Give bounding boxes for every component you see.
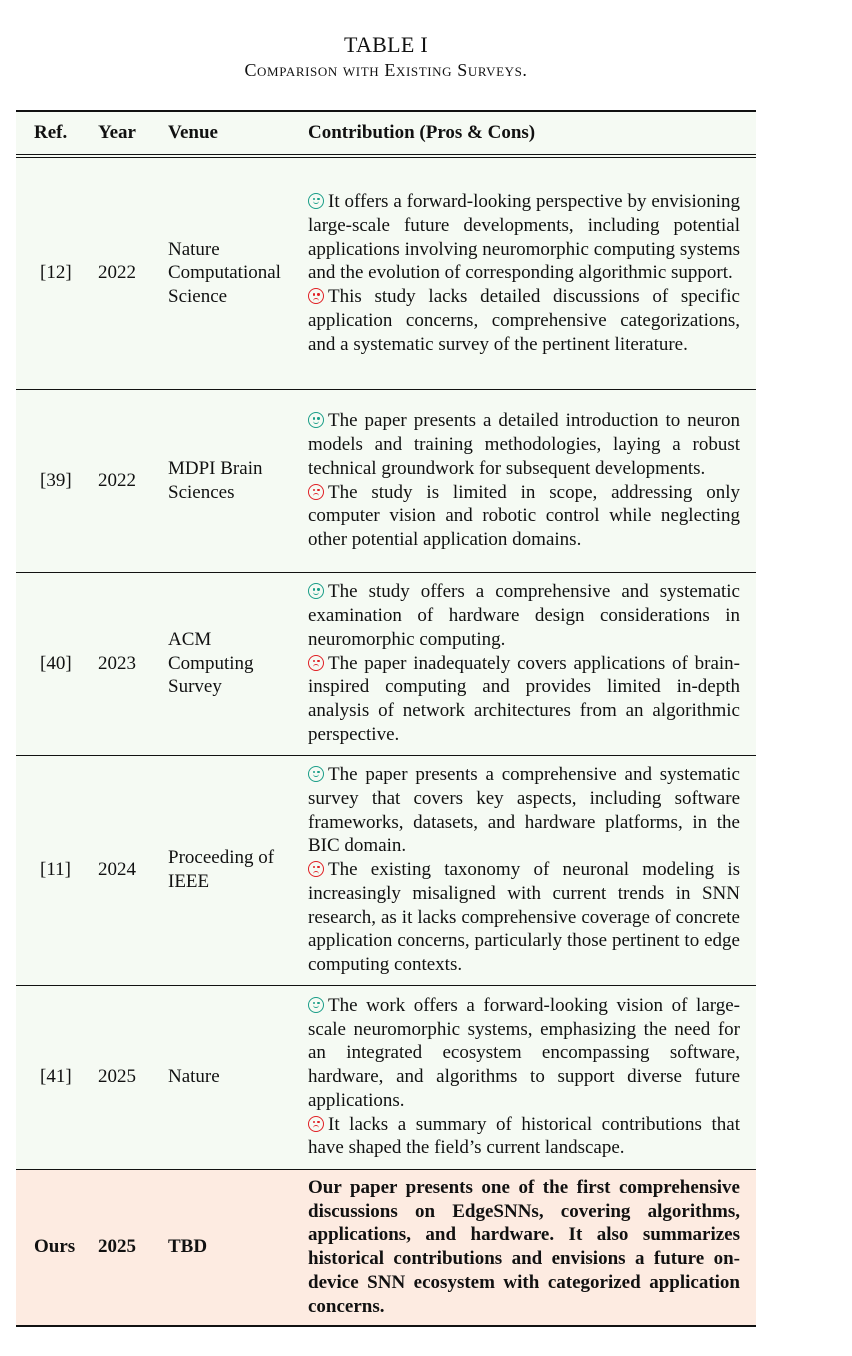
year-cell: 2024	[96, 755, 168, 985]
venue-cell: TBD	[168, 1169, 288, 1326]
table-row	[16, 572, 756, 755]
table-header-row	[16, 111, 756, 156]
contribution-cell	[288, 572, 756, 755]
pro-text: The paper presents a detailed introduction to neuron models and training methodologies, laying a robust technical groundwork for subsequent developments.	[308, 410, 740, 479]
venue-cell: MDPI Brain Sciences	[168, 389, 288, 572]
con-text: The paper inadequately covers applications of brain-inspired computing and provides limited in-depth analysis of network architectures from an algorithmic perspective.	[308, 652, 740, 745]
year-cell: 2022	[96, 389, 168, 572]
table-row	[16, 389, 756, 572]
table-caption: Comparison with Existing Surveys.	[244, 60, 528, 80]
year-cell: 2025	[96, 985, 168, 1169]
ref-cell: [11]	[16, 755, 96, 985]
contribution-cell	[288, 985, 756, 1169]
ref-cell: [40]	[16, 572, 96, 755]
ref-cell: [39]	[16, 389, 96, 572]
smiley-face-icon	[308, 412, 324, 428]
frowning-face-icon	[308, 655, 324, 671]
pro-text: The work offers a forward-looking vision of large-scale neuromorphic systems, emphasizing the need for an integrated ecosystem encompassing software, hardware, and algorithms to support diverse future applications.	[308, 994, 740, 1111]
comparison-table	[16, 110, 756, 1327]
ref-cell: [12]	[16, 156, 96, 389]
contribution-cell	[288, 389, 756, 572]
con-text: This study lacks detailed discussions of specific application concerns, comprehensive categorizations, and a systematic survey of the pertinent literature.	[308, 286, 740, 355]
table-row	[16, 985, 756, 1169]
header-contribution: Contribution (Pros & Cons)	[288, 111, 756, 156]
frowning-face-icon	[308, 861, 324, 877]
table-title: TABLE I	[343, 32, 429, 57]
table-row	[16, 755, 756, 985]
year-cell: 2022	[96, 156, 168, 389]
header-venue: Venue	[168, 111, 288, 156]
header-year: Year	[96, 111, 168, 156]
contribution-cell: Our paper presents one of the first comprehensive discussions on EdgeSNNs, covering algorithms, applications, and hardware. It also summarizes historical contributions and envisions a future on-device SNN ecosystem with categorized application concerns.	[288, 1169, 756, 1326]
venue-cell: ACM Computing Survey	[168, 572, 288, 755]
table-row-ours	[16, 1169, 756, 1326]
con-text: The existing taxonomy of neuronal modeling is increasingly misaligned with current trends in SNN research, as it lacks comprehensive coverage of concrete application concerns, particularly those pertinent to edge computing contexts.	[308, 859, 740, 976]
ref-cell: Ours	[16, 1169, 96, 1326]
frowning-face-icon	[308, 288, 324, 304]
header-ref: Ref.	[16, 111, 96, 156]
smiley-face-icon	[308, 766, 324, 782]
con-text: It lacks a summary of historical contributions that have shaped the field’s current landscape.	[308, 1113, 740, 1159]
smiley-face-icon	[308, 193, 324, 209]
venue-cell: Nature	[168, 985, 288, 1169]
frowning-face-icon	[308, 484, 324, 500]
smiley-face-icon	[308, 583, 324, 599]
frowning-face-icon	[308, 1116, 324, 1132]
venue-cell: Nature Computational Science	[168, 156, 288, 389]
contribution-cell	[288, 156, 756, 389]
pro-text: It offers a forward-looking perspective by envisioning large-scale future developments, including potential applications involving neuromorphic computing systems and the evolution of corresponding algorithmic support.	[308, 190, 740, 284]
venue-cell: Proceeding of IEEE	[168, 755, 288, 985]
contribution-cell	[288, 755, 756, 985]
year-cell: 2025	[96, 1169, 168, 1326]
smiley-face-icon	[308, 997, 324, 1013]
pro-text: The paper presents a comprehensive and systematic survey that covers key aspects, including software frameworks, datasets, and hardware platforms, in the BIC domain.	[308, 763, 740, 857]
table-row	[16, 156, 756, 389]
pro-text: The study offers a comprehensive and systematic examination of hardware design considerations in neuromorphic computing.	[308, 581, 740, 650]
year-cell: 2023	[96, 572, 168, 755]
ref-cell: [41]	[16, 985, 96, 1169]
con-text: The study is limited in scope, addressing only computer vision and robotic control while neglecting other potential application domains.	[308, 481, 740, 551]
